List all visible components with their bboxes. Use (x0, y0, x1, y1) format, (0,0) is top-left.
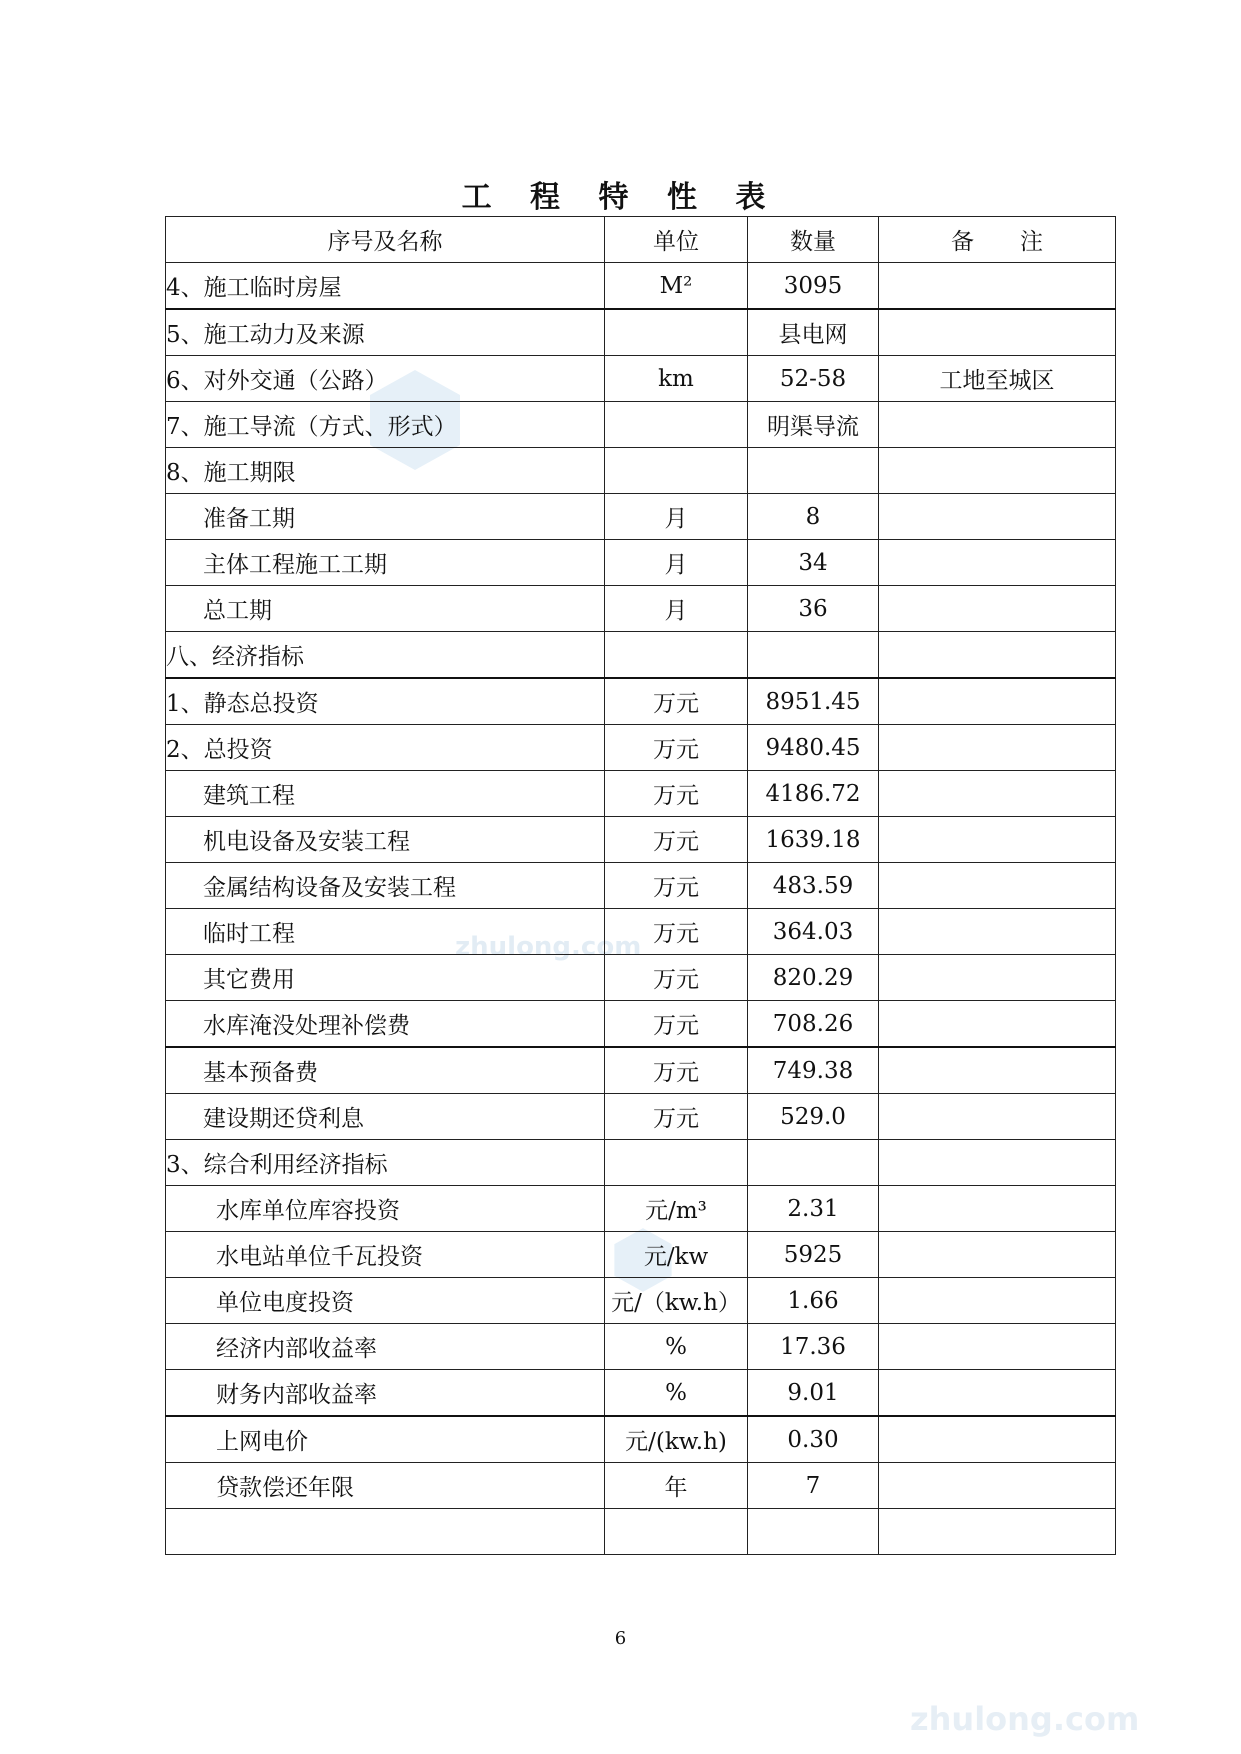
row-quantity: 1639.18 (748, 817, 879, 863)
row-name: 准备工期 (166, 494, 605, 540)
row-name: 8、施工期限 (166, 448, 605, 494)
row-remark: 工地至城区 (879, 356, 1116, 402)
row-unit: 年 (605, 1463, 748, 1509)
row-unit: M² (605, 263, 748, 310)
row-name: 主体工程施工工期 (166, 540, 605, 586)
row-remark (879, 1047, 1116, 1094)
row-unit: km (605, 356, 748, 402)
table-row (166, 540, 1116, 586)
watermark-text: zhulong.com (455, 932, 642, 962)
row-name: 水库淹没处理补偿费 (166, 1001, 605, 1048)
row-quantity: 9480.45 (748, 725, 879, 771)
row-quantity: 820.29 (748, 955, 879, 1001)
row-remark (879, 1509, 1116, 1555)
row-name: 6、对外交通（公路） (166, 356, 605, 402)
row-remark (879, 1001, 1116, 1048)
row-unit: 万元 (605, 909, 748, 955)
table-row (166, 1463, 1116, 1509)
row-remark (879, 817, 1116, 863)
row-remark (879, 771, 1116, 817)
row-quantity: 364.03 (748, 909, 879, 955)
row-name: 财务内部收益率 (166, 1370, 605, 1417)
row-quantity: 2.31 (748, 1186, 879, 1232)
table-row (166, 955, 1116, 1001)
table-row (166, 909, 1116, 955)
table-row (166, 356, 1116, 402)
row-name: 总工期 (166, 586, 605, 632)
row-remark (879, 1370, 1116, 1417)
row-unit: 万元 (605, 771, 748, 817)
row-remark (879, 1416, 1116, 1463)
table-row (166, 1278, 1116, 1324)
row-remark (879, 1186, 1116, 1232)
engineering-characteristics-table (165, 216, 1116, 1555)
row-unit: 月 (605, 586, 748, 632)
table-row (166, 1140, 1116, 1186)
table-row (166, 309, 1116, 356)
row-quantity: 3095 (748, 263, 879, 310)
row-unit: 万元 (605, 1094, 748, 1140)
row-unit: % (605, 1324, 748, 1370)
table-row (166, 1186, 1116, 1232)
row-name: 4、施工临时房屋 (166, 263, 605, 310)
row-name: 金属结构设备及安装工程 (166, 863, 605, 909)
row-quantity: 483.59 (748, 863, 879, 909)
table-row (166, 448, 1116, 494)
row-remark (879, 725, 1116, 771)
row-quantity (748, 1509, 879, 1555)
row-unit: 万元 (605, 725, 748, 771)
row-name: 经济内部收益率 (166, 1324, 605, 1370)
row-remark (879, 909, 1116, 955)
row-name: 7、施工导流（方式、形式） (166, 402, 605, 448)
row-name (166, 1509, 605, 1555)
row-unit (605, 448, 748, 494)
page-number: 6 (614, 1628, 627, 1649)
row-unit: 万元 (605, 863, 748, 909)
row-quantity (748, 448, 879, 494)
row-quantity: 749.38 (748, 1047, 879, 1094)
table-header-row (166, 217, 1116, 263)
row-quantity: 5925 (748, 1232, 879, 1278)
table-row (166, 1324, 1116, 1370)
table-row (166, 586, 1116, 632)
row-name: 八、经济指标 (166, 632, 605, 679)
row-quantity: 8951.45 (748, 678, 879, 725)
row-unit (605, 309, 748, 356)
table-row (166, 632, 1116, 679)
row-quantity: 708.26 (748, 1001, 879, 1048)
table-row (166, 1232, 1116, 1278)
table-row (166, 1047, 1116, 1094)
row-remark (879, 863, 1116, 909)
row-unit: 元/（kw.h） (605, 1278, 748, 1324)
row-quantity: 9.01 (748, 1370, 879, 1417)
header-name: 序号及名称 (166, 217, 605, 263)
row-remark (879, 494, 1116, 540)
row-unit (605, 1509, 748, 1555)
row-remark (879, 955, 1116, 1001)
table-row (166, 402, 1116, 448)
table-row (166, 1509, 1116, 1555)
header-remark: 备 注 (879, 217, 1116, 263)
table-row (166, 494, 1116, 540)
table-row (166, 1094, 1116, 1140)
row-name: 建设期还贷利息 (166, 1094, 605, 1140)
row-unit: 月 (605, 540, 748, 586)
row-name: 5、施工动力及来源 (166, 309, 605, 356)
row-quantity: 36 (748, 586, 879, 632)
row-name: 贷款偿还年限 (166, 1463, 605, 1509)
row-unit: 万元 (605, 1047, 748, 1094)
row-unit: 月 (605, 494, 748, 540)
row-name: 水库单位库容投资 (166, 1186, 605, 1232)
row-remark (879, 1094, 1116, 1140)
row-name: 基本预备费 (166, 1047, 605, 1094)
row-unit (605, 632, 748, 679)
row-remark (879, 1324, 1116, 1370)
row-quantity: 52-58 (748, 356, 879, 402)
row-remark (879, 448, 1116, 494)
table-row (166, 725, 1116, 771)
table-row (166, 1416, 1116, 1463)
row-remark (879, 1463, 1116, 1509)
row-remark (879, 309, 1116, 356)
row-remark (879, 678, 1116, 725)
row-unit: 万元 (605, 817, 748, 863)
row-unit: 万元 (605, 678, 748, 725)
row-unit: 元/kw (605, 1232, 748, 1278)
row-unit (605, 402, 748, 448)
row-remark (879, 540, 1116, 586)
row-quantity: 8 (748, 494, 879, 540)
row-unit: 元/(kw.h) (605, 1416, 748, 1463)
row-unit: 元/m³ (605, 1186, 748, 1232)
row-remark (879, 1278, 1116, 1324)
row-quantity: 7 (748, 1463, 879, 1509)
row-quantity: 0.30 (748, 1416, 879, 1463)
row-remark (879, 402, 1116, 448)
row-remark (879, 1140, 1116, 1186)
table-row (166, 678, 1116, 725)
table-row (166, 1370, 1116, 1417)
row-quantity: 17.36 (748, 1324, 879, 1370)
row-remark (879, 586, 1116, 632)
row-name: 单位电度投资 (166, 1278, 605, 1324)
row-quantity: 4186.72 (748, 771, 879, 817)
row-quantity: 明渠导流 (748, 402, 879, 448)
row-name: 水电站单位千瓦投资 (166, 1232, 605, 1278)
row-name: 1、静态总投资 (166, 678, 605, 725)
row-unit: % (605, 1370, 748, 1417)
header-unit: 单位 (605, 217, 748, 263)
row-quantity: 529.0 (748, 1094, 879, 1140)
table-row (166, 863, 1116, 909)
watermark-text: zhulong.com (910, 1700, 1140, 1738)
row-name: 建筑工程 (166, 771, 605, 817)
row-name: 上网电价 (166, 1416, 605, 1463)
row-remark (879, 1232, 1116, 1278)
row-remark (879, 263, 1116, 310)
table-row (166, 771, 1116, 817)
row-quantity (748, 1140, 879, 1186)
row-quantity: 县电网 (748, 309, 879, 356)
row-quantity (748, 632, 879, 679)
table-row (166, 263, 1116, 310)
row-unit (605, 1140, 748, 1186)
row-name: 2、总投资 (166, 725, 605, 771)
table-row (166, 1001, 1116, 1048)
row-name: 其它费用 (166, 955, 605, 1001)
header-quantity: 数量 (748, 217, 879, 263)
row-unit: 万元 (605, 955, 748, 1001)
document-title: 工 程 特 性 表 (461, 180, 780, 215)
row-quantity: 1.66 (748, 1278, 879, 1324)
row-name: 机电设备及安装工程 (166, 817, 605, 863)
row-unit: 万元 (605, 1001, 748, 1048)
row-name: 临时工程 (166, 909, 605, 955)
table-row (166, 817, 1116, 863)
row-remark (879, 632, 1116, 679)
row-quantity: 34 (748, 540, 879, 586)
row-name: 3、综合利用经济指标 (166, 1140, 605, 1186)
